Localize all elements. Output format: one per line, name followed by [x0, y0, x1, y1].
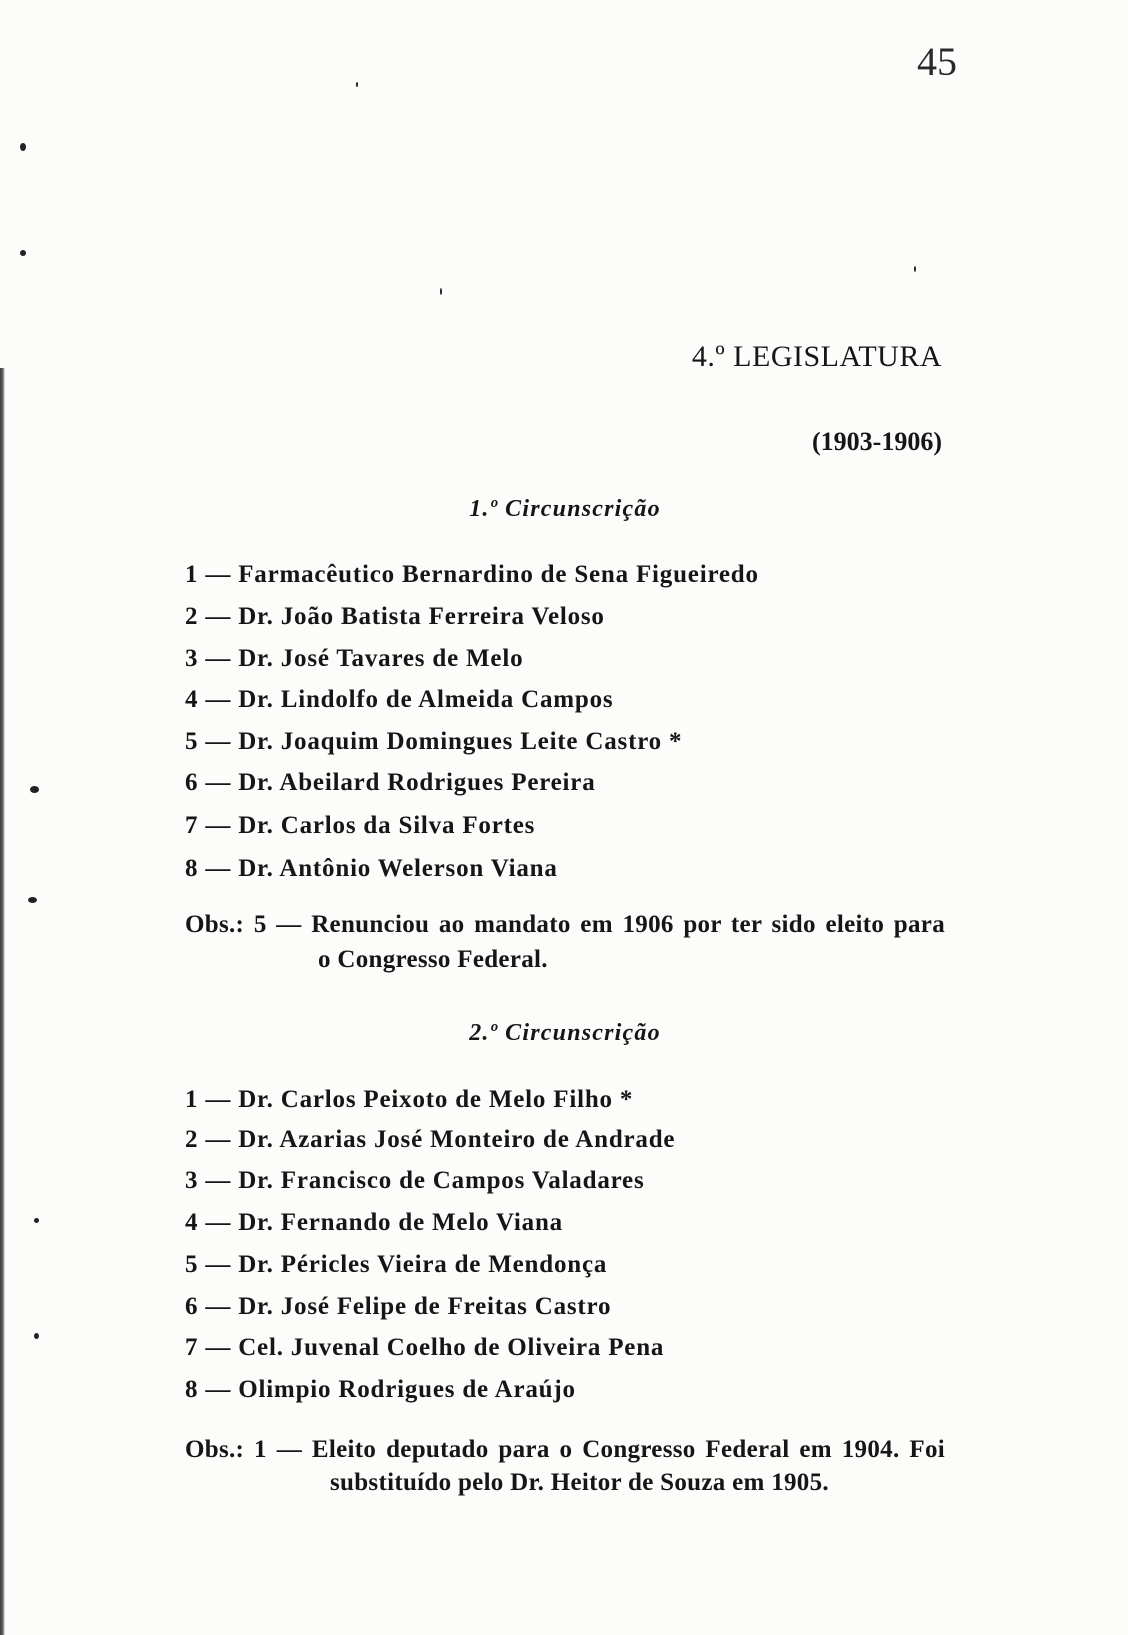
- observation-text: 1 — Eleito deputado para o Congresso Federal em 1904. Foi: [254, 1436, 945, 1463]
- member-entry: 7 — Cel. Juvenal Coelho de Oliveira Pena: [185, 1334, 665, 1361]
- section-title: 2.º Circunscrição: [469, 1020, 661, 1046]
- member-entry: 7 — Dr. Carlos da Silva Fortes: [185, 812, 536, 839]
- scan-edge-line: [0, 368, 5, 1635]
- observation-label: Obs.:: [185, 911, 245, 938]
- scan-speck: [356, 82, 358, 87]
- member-entry: 6 — Dr. José Felipe de Freitas Castro: [185, 1293, 612, 1320]
- member-entry: 8 — Dr. Antônio Welerson Viana: [185, 855, 558, 882]
- scan-speck: [34, 1218, 39, 1223]
- member-entry: 5 — Dr. Péricles Vieira de Mendonça: [185, 1251, 608, 1278]
- observation-text: 5 — Renunciou ao mandato em 1906 por ter sido eleito para: [253, 911, 945, 938]
- observation-note: [185, 910, 945, 940]
- scan-speck: [440, 288, 442, 295]
- member-entry: 1 — Dr. Carlos Peixoto de Melo Filho *: [185, 1086, 634, 1113]
- member-entry: 5 — Dr. Joaquim Domingues Leite Castro *: [185, 728, 683, 755]
- page-number: 45: [917, 39, 957, 84]
- member-entry: 3 — Dr. José Tavares de Melo: [185, 645, 524, 672]
- member-entry: 3 — Dr. Francisco de Campos Valadares: [185, 1167, 645, 1194]
- legislatura-title: 4.º LEGISLATURA: [691, 340, 942, 373]
- observation-text-continued: substituído pelo Dr. Heitor de Souza em 1905.: [330, 1469, 829, 1496]
- observation-note: [185, 1435, 945, 1465]
- scan-speck: [34, 1333, 39, 1339]
- member-entry: 2 — Dr. Azarias José Monteiro de Andrade: [185, 1126, 676, 1153]
- scan-speck: [20, 143, 26, 151]
- member-entry: 6 — Dr. Abeilard Rodrigues Pereira: [185, 769, 596, 796]
- scan-speck: [914, 266, 916, 272]
- observation-label: Obs.:: [185, 1436, 245, 1463]
- scan-speck: [20, 250, 26, 256]
- observation-text-continued: o Congresso Federal.: [318, 946, 548, 973]
- member-entry: 8 — Olimpio Rodrigues de Araújo: [185, 1376, 576, 1403]
- scan-speck: [30, 786, 39, 793]
- member-entry: 2 — Dr. João Batista Ferreira Veloso: [185, 603, 605, 630]
- scan-speck: [28, 897, 37, 903]
- member-entry: 1 — Farmacêutico Bernardino de Sena Figueiredo: [185, 561, 759, 588]
- section-title: 1.º Circunscrição: [469, 496, 661, 522]
- member-entry: 4 — Dr. Lindolfo de Almeida Campos: [185, 686, 614, 713]
- member-entry: 4 — Dr. Fernando de Melo Viana: [185, 1209, 563, 1236]
- legislatura-period: (1903-1906): [812, 427, 942, 456]
